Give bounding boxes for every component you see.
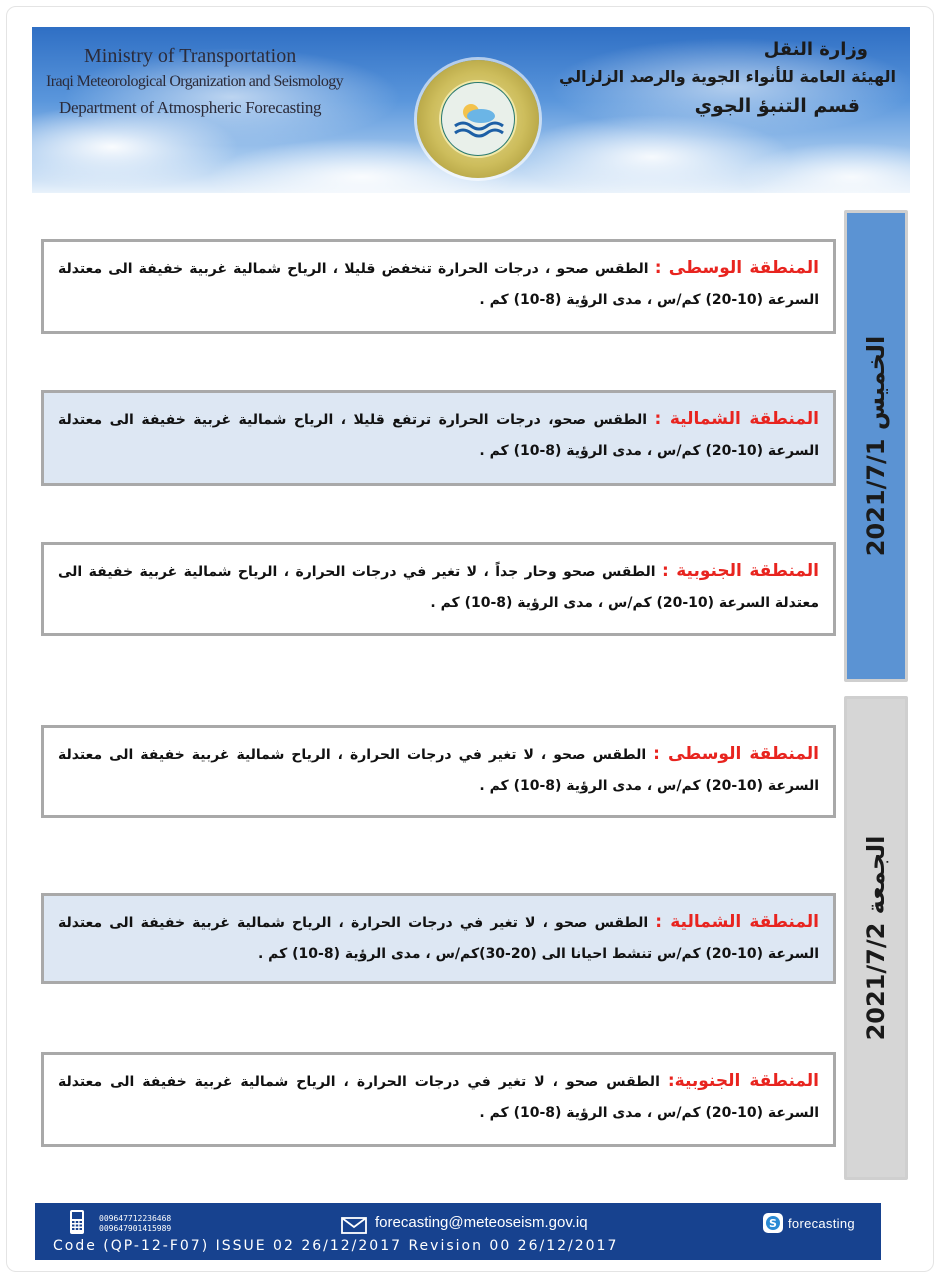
phone-icon (69, 1209, 85, 1235)
forecast-day2-central (41, 725, 836, 818)
organization-name-en: Iraqi Meteorological Organization and Seismology (46, 73, 344, 90)
logo-inner-icon (439, 80, 517, 158)
forecast-day2-northern (41, 893, 836, 984)
phone-numbers (99, 1214, 171, 1234)
phone-number-2[interactable]: 009647901415989 (99, 1224, 172, 1233)
forecast-day1-northern (41, 390, 836, 486)
document-code-line: Code (QP-12-F07) ISSUE 02 26/12/2017 Revision 00 26/12/2017 (53, 1238, 619, 1254)
svg-text:S: S (769, 1217, 777, 1230)
header-banner (32, 27, 910, 193)
date-label-day-1: الخميس 2021/7/1 (862, 335, 890, 557)
region-title: المنطقة الشمالية : (655, 912, 819, 932)
forecast-text: الطقس صحو ، درجات الحرارة تنخفض قليلا ، الرياح شمالية غربية خفيفة الى معتدلة السرعة (10-20) كم/س ، مدى الرؤية (8-10) كم . (58, 261, 819, 308)
phone-number-1[interactable]: 009647712236468 (99, 1214, 172, 1223)
header-english-block (46, 43, 343, 121)
header-arabic-block (559, 37, 896, 121)
date-tab-day-1 (844, 210, 908, 682)
organization-name-ar: الهيئة العامة للأنواء الجوية والرصد الزلزالي (558, 67, 896, 86)
logo-emblem (417, 60, 539, 178)
region-title: المنطقة الوسطى : (654, 258, 819, 278)
department-name-en: Department of Atmospheric Forecasting (59, 98, 322, 117)
email-link[interactable]: forecasting@meteoseism.gov.iq (375, 1214, 588, 1231)
region-title: المنطقة الشمالية : (654, 409, 819, 429)
date-label-day-2: الجمعة 2021/7/2 (862, 835, 890, 1041)
forecast-day1-southern (41, 542, 836, 636)
forecast-text: الطقس صحو ، لا تغير في درجات الحرارة ، الرياح شمالية غربية خفيفة الى معتدلة السرعة (10-20) كم/س ، مدى الرؤية (8-10) كم . (58, 747, 819, 794)
forecast-day1-central (41, 239, 836, 334)
forecast-text: الطقس صحو ، لا تغير في درجات الحرارة ، الرياح شمالية غربية خفيفة الى معتدلة السرعة (10-20) كم/س ، مدى الرؤية (8-10) كم . (58, 1074, 819, 1121)
department-name-ar: قسم التنبؤ الجوي (694, 95, 860, 117)
forecast-day2-southern (41, 1052, 836, 1147)
forecast-text: الطقس صحو، درجات الحرارة ترتفع قليلا ، الرياح شمالية غربية خفيفة الى معتدلة السرعة (10-20) كم/س ، مدى الرؤية (8-10) كم . (58, 412, 819, 459)
mail-icon (341, 1217, 367, 1234)
region-title: المنطقة الجنوبية : (661, 561, 819, 581)
forecast-text: الطقس صحو ، لا تغير في درجات الحرارة ، الرياح شمالية غربية خفيفة الى معتدلة السرعة (10-20) كم/س تنشط احيانا الى (20-30)كم/س ، مدى الرؤية (8-10) كم . (58, 915, 819, 962)
footer-bar (35, 1203, 881, 1260)
ministry-name-ar: وزارة النقل (763, 39, 868, 60)
forecast-text: الطقس صحو وحار جداً ، لا تغير في درجات الحرارة ، الرياح شمالية غربية خفيفة الى معتدلة السرعة (10-20) كم/س ، مدى الرؤية (8-10) كم . (58, 564, 819, 611)
ministry-name-en: Ministry of Transportation (84, 45, 297, 67)
region-title: المنطقة الجنوبية: (667, 1071, 819, 1091)
date-tab-day-2 (844, 696, 908, 1180)
skype-icon (763, 1213, 783, 1233)
skype-handle[interactable]: forecasting (788, 1216, 855, 1231)
region-title: المنطقة الوسطى : (653, 744, 819, 764)
